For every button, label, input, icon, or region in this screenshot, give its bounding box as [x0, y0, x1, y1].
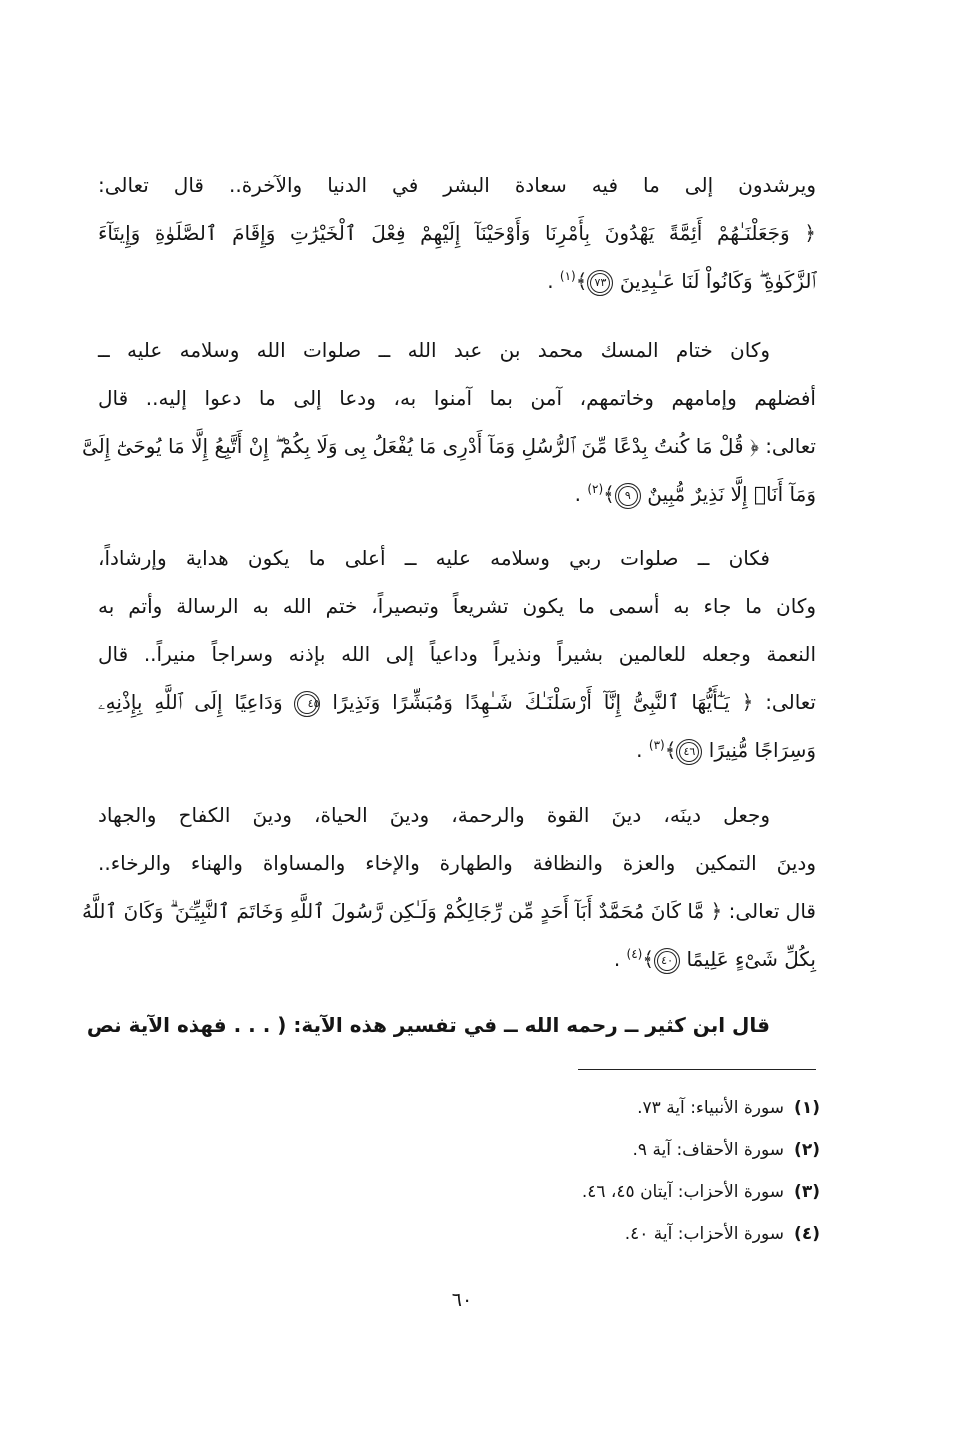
footnote-ref: (١) — [559, 269, 576, 283]
footnote-text: سورة الأحزاب: آيتان ٤٥، ٤٦. — [581, 1182, 785, 1202]
body-text: أفضلهم وإمامهم وخاتمهم، آمن بما آمنوا به، ودعا إلى ما دعوا إليه.. قال — [98, 386, 816, 410]
footnote — [400, 1213, 820, 1255]
body-line — [98, 791, 816, 839]
ayah-number-marker: ٧٣ — [587, 270, 613, 296]
body-line — [98, 935, 816, 983]
paragraph-1 — [98, 161, 816, 305]
body-line — [86, 1001, 816, 1049]
body-text: فكان ــ صلوات ربي وسلامه عليه ــ أعلى ما يكون هداية وإرشاداً، — [98, 546, 770, 570]
ayah-number-marker: ٤٦ — [676, 739, 702, 765]
body-text: قال تعالى: — [728, 899, 816, 923]
footnote-ref: (٣) — [648, 738, 665, 752]
body-line — [98, 534, 816, 582]
quote-close-bracket: ﴾ — [642, 947, 655, 971]
quote-close-bracket: ﴾ — [603, 482, 615, 506]
footnote-ref: (٢) — [587, 482, 604, 496]
body-line — [98, 326, 816, 374]
body-line — [98, 582, 816, 630]
body-line — [98, 470, 816, 518]
quran-text: وَسِرَاجًا مُّنِيرًا — [708, 738, 816, 762]
quran-text: وَمَآ أَنَا۠ إِلَّا نَذِيرٌ مُّبِينٌ — [647, 482, 816, 506]
body-line — [98, 726, 816, 774]
quote-close-bracket: ﴾ — [664, 738, 677, 762]
paragraph-3 — [98, 534, 816, 774]
ayah-number-marker: ٤٥ — [294, 691, 320, 717]
footnote — [400, 1171, 820, 1213]
page-number: ٦٠ — [451, 1289, 473, 1311]
paragraph-2 — [82, 326, 816, 518]
footnote-text: سورة الأحزاب: آية ٤٠. — [624, 1224, 785, 1244]
quote-close-bracket: ﴾ — [575, 269, 588, 293]
footnote-text: سورة الأحقاف: آية ٩. — [632, 1140, 785, 1160]
body-line — [98, 630, 816, 678]
sentence-end: . — [636, 738, 643, 762]
body-text: النعمة وجعله للعالمين بشيراً ونذيراً وداعياً إلى الله بإذنه وسراجاً منيراً.. قال — [98, 642, 816, 666]
body-line — [98, 257, 816, 305]
ayah-number-marker: ٤٠ — [654, 948, 680, 974]
sentence-end: . — [613, 947, 621, 971]
sentence-end: . — [547, 269, 554, 293]
body-text: وكان ختام المسك محمد بن عبد الله ــ صلوات الله وسلامه عليه ــ — [98, 338, 770, 362]
body-text: تعالى: — [765, 690, 816, 714]
quran-text: وَدَاعِيًا إِلَى ٱللَّهِ بِإِذْنِهِۦ — [98, 690, 283, 714]
body-line — [98, 209, 816, 257]
body-line — [98, 374, 816, 422]
quran-text: ﴿ قُلْ مَا كُنتُ بِدْعًا مِّنَ ٱلرُّسُلِ وَمَآ أَدْرِى مَا يُفْعَلُ بِى وَلَا بِكُمْ ۖ إِنْ أَتَّبِعُ إِلَّا مَا يُوحَىٰٓ إِلَىَّ — [82, 434, 759, 458]
footnote-separator — [578, 1069, 816, 1070]
body-text: تعالى: — [765, 434, 816, 458]
body-line — [82, 422, 816, 470]
body-text: وكان ما جاء به أسمى ما يكون تشريعاً وتبصيراً، ختم الله به الرسالة وأتم به — [98, 594, 816, 618]
body-line — [82, 887, 816, 935]
footnote — [400, 1087, 820, 1129]
footnote-number: (٢) — [794, 1140, 820, 1160]
body-line — [98, 161, 816, 209]
ayah-number-marker: ٩ — [615, 483, 641, 509]
body-line — [98, 678, 816, 726]
body-text: ويرشدون إلى ما فيه سعادة البشر في الدنيا والآخرة.. قال تعالى: — [98, 173, 816, 197]
paragraph-5 — [86, 1001, 816, 1049]
paragraph-4 — [82, 791, 816, 983]
footnote-number: (١) — [794, 1098, 820, 1118]
footnote-text: سورة الأنبياء: آية ٧٣. — [637, 1098, 785, 1118]
footnote-number: (٣) — [794, 1182, 820, 1202]
body-line — [98, 839, 816, 887]
footnotes — [400, 1087, 820, 1255]
quran-text: ٱلزَّكَوٰةِ ۖ وَكَانُواْ لَنَا عَـٰبِدِينَ — [619, 269, 816, 293]
footnote-number: (٤) — [794, 1224, 820, 1244]
quran-text: بِكُلِّ شَىْءٍ عَلِيمًا — [686, 947, 816, 971]
body-text: وجعل دينَه، دينَ القوة والرحمة، ودينَ الحياة، ودينَ الكفاح والجهاد — [98, 803, 770, 827]
quran-text: ﴿ وَجَعَلْنَـٰهُمْ أَئِمَّةً يَهْدُونَ بِأَمْرِنَا وَأَوْحَيْنَآ إِلَيْهِمْ فِعْلَ ٱلْخَيْرَٰتِ وَإِقَامَ ٱلصَّلَوٰةِ وَإِيتَآءَ — [98, 221, 816, 245]
footnote-ref: (٤) — [626, 947, 643, 961]
quran-text: ﴿ مَّا كَانَ مُحَمَّدٌ أَبَآ أَحَدٍ مِّن رِّجَالِكُمْ وَلَـٰكِن رَّسُولَ ٱللَّهِ وَخَاتَمَ ٱلنَّبِيِّـۧنَ ۗ وَكَانَ ٱللَّهُ — [82, 899, 723, 923]
footnote — [400, 1129, 820, 1171]
quran-text: ﴿ يَـٰٓأَيُّهَا ٱلنَّبِىُّ إِنَّآ أَرْسَلْنَـٰكَ شَـٰهِدًا وَمُبَشِّرًا وَنَذِيرًا — [332, 690, 754, 714]
body-text: ودينَ التمكين والعزة والنظافة والطهارة والإخاء والمساواة والهناء والرخاء.. — [98, 851, 816, 875]
body-text-bold: قال ابن كثير ــ رحمه الله ــ في تفسير هذه الآية: ( . . . فهذه الآية نص — [86, 1013, 770, 1037]
sentence-end: . — [574, 482, 581, 506]
